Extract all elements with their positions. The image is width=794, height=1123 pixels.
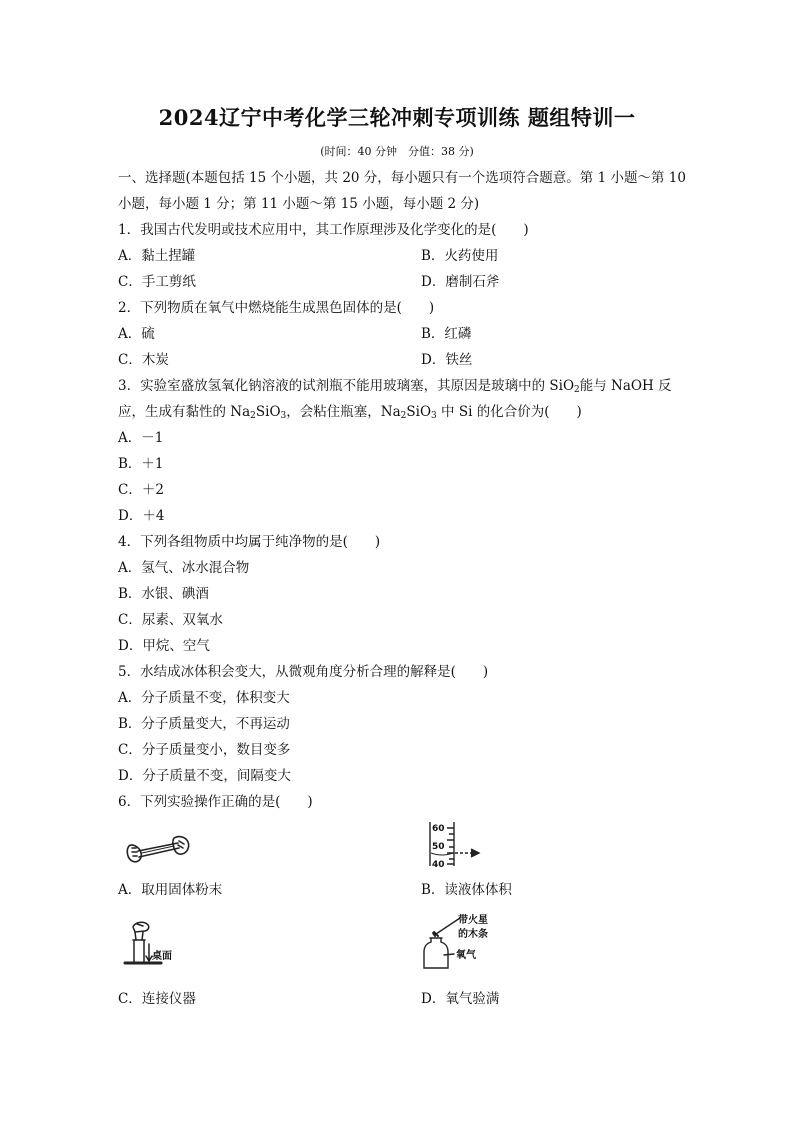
question-6-option-a[interactable]: A．取用固体粉末 (118, 882, 223, 898)
figure-oxygen-test (420, 910, 500, 974)
question-4-option-d[interactable]: D．甲烷、空气 (118, 638, 210, 654)
question-3-text: 应，生成有黏性的 Na (118, 404, 251, 420)
table-label: 桌面 (152, 951, 172, 962)
splint-label: 的木条 (458, 929, 488, 940)
exam-info: (时间：40 分钟 分值：38 分) (320, 145, 474, 158)
question-5-option-d[interactable]: D．分子质量不变，间隔变大 (118, 768, 291, 784)
cylinder-tick-label: 60 (432, 824, 445, 834)
question-3-option-a[interactable]: A．－1 (118, 430, 164, 446)
question-4-option-b[interactable]: B．水银、碘酒 (118, 586, 209, 602)
question-6-option-b[interactable]: B．读液体体积 (421, 882, 512, 898)
cylinder-tick-label: 50 (432, 842, 445, 852)
subscript: 3 (431, 411, 437, 421)
figure-graduated-cylinder (427, 820, 487, 868)
question-2-option-d[interactable]: D．铁丝 (421, 352, 473, 368)
question-3-text: ，会粘住瓶塞，Na (286, 404, 401, 420)
section-instruction-line1: 一、选择题(本题包括 15 个小题，共 20 分，每小题只有一个选项符合题意。第 1 小题～第 10 (118, 170, 686, 186)
question-1-stem: 1．我国古代发明或技术应用中，其工作原理涉及化学变化的是( ) (118, 222, 529, 238)
question-6-option-c[interactable]: C．连接仪器 (118, 991, 196, 1007)
question-1-option-d[interactable]: D．磨制石斧 (421, 274, 500, 290)
question-2-option-b[interactable]: B．红磷 (421, 326, 472, 342)
question-5-option-c[interactable]: C．分子质量变小，数目变多 (118, 742, 291, 758)
figure-powder-sampling (124, 832, 194, 870)
section-instruction-line2: 小题，每小题 1 分；第 11 小题～第 15 小题，每小题 2 分) (118, 196, 480, 212)
question-6-option-d[interactable]: D．氧气验满 (421, 991, 500, 1007)
question-3-text: SiO (255, 404, 281, 420)
question-5-option-a[interactable]: A．分子质量不变，体积变大 (118, 690, 290, 706)
question-4-option-a[interactable]: A．氢气、冰水混合物 (118, 560, 250, 576)
question-5-stem: 5．水结成冰体积会变大，从微观角度分析合理的解释是( ) (118, 664, 489, 680)
question-1-option-c[interactable]: C．手工剪纸 (118, 274, 196, 290)
question-5-option-b[interactable]: B．分子质量变大，不再运动 (118, 716, 290, 732)
question-2-option-c[interactable]: C．木炭 (118, 352, 169, 368)
cylinder-tick-label: 40 (432, 860, 445, 868)
question-2-option-a[interactable]: A．硫 (118, 326, 155, 342)
question-3-text: 能与 NaOH 反 (579, 378, 672, 394)
question-4-stem: 4．下列各组物质中均属于纯净物的是( ) (118, 534, 381, 550)
question-3-stem-line1 (118, 377, 672, 399)
question-3-option-d[interactable]: D．＋4 (118, 508, 165, 524)
question-3-stem-line2 (118, 403, 582, 425)
splint-label: 带火星 (458, 915, 488, 926)
question-6-stem: 6．下列实验操作正确的是( ) (118, 794, 313, 810)
question-3-text: 中 Si 的化合价为( ) (436, 404, 582, 420)
question-3-option-b[interactable]: B．＋1 (118, 456, 164, 472)
question-3-text: SiO (406, 404, 432, 420)
question-3-option-c[interactable]: C．＋2 (118, 482, 164, 498)
question-1-option-b[interactable]: B．火药使用 (421, 248, 499, 264)
subscript: 2 (250, 411, 256, 421)
page-title: 2024辽宁中考化学三轮冲刺专项训练 题组特训一 (158, 105, 636, 130)
subscript: 3 (280, 411, 287, 421)
oxygen-label: 氧气 (456, 950, 476, 961)
question-3-text: 3．实验室盛放氢氧化钠溶液的试剂瓶不能用玻璃塞，其原因是玻璃中的 SiO (118, 378, 575, 394)
subscript: 2 (400, 411, 407, 421)
figure-connecting-apparatus (121, 918, 191, 974)
subscript: 2 (574, 385, 580, 395)
question-2-stem: 2．下列物质在氧气中燃烧能生成黑色固体的是( ) (118, 300, 435, 316)
question-1-option-a[interactable]: A．黏土捏罐 (118, 248, 196, 264)
question-4-option-c[interactable]: C．尿素、双氧水 (118, 612, 223, 628)
